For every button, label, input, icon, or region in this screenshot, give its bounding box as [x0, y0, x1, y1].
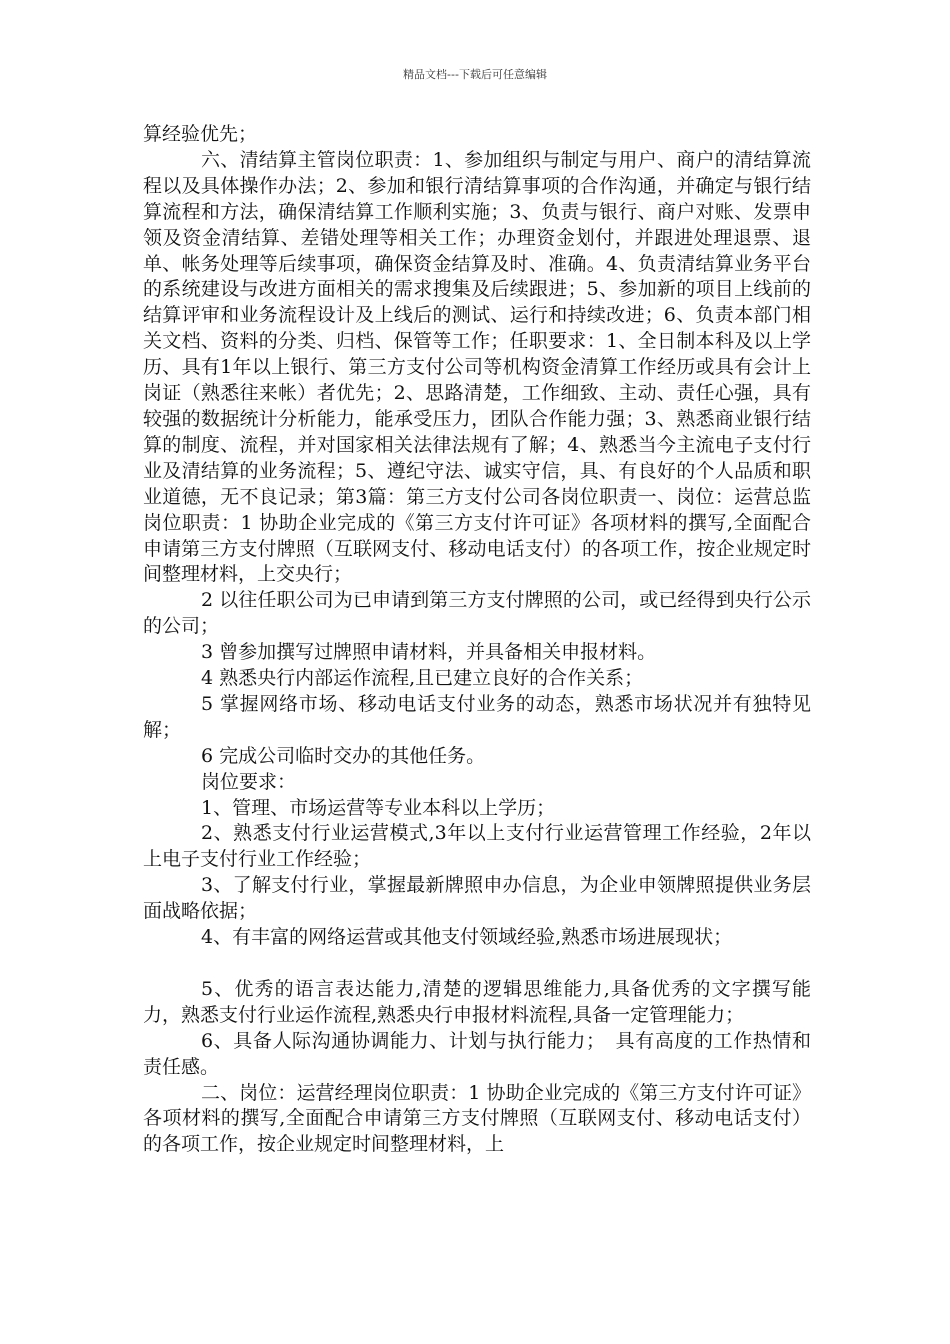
paragraph-8: 1、管理、市场运营等专业本科以上学历；	[201, 796, 556, 819]
paragraph-15: 二、岗位：运营经理岗位职责：1 协助企业完成的《第三方支付许可证》各项材料的撰写,全面配合申请第三方支付牌照（互联网支付、移动电话支付）的各项工作，按企业规定时间整理材料，上	[143, 1081, 811, 1156]
paragraph-7: 岗位要求：	[201, 770, 297, 793]
blank-line	[143, 951, 811, 977]
page-header: 精品文档---下载后可任意编辑	[403, 68, 547, 81]
paragraph-4: 4 熟悉央行内部运作流程,且已建立良好的合作关系；	[201, 667, 644, 690]
paragraph-11: 4、有丰富的网络运营或其他支付领域经验,熟悉市场进展现状；	[201, 926, 733, 949]
paragraph-10: 3、了解支付行业，掌握最新牌照申办信息，为企业申领牌照提供业务层面战略依据；	[143, 874, 811, 923]
paragraph-6: 6 完成公司临时交办的其他任务。	[201, 744, 486, 767]
paragraph-3: 3 曾参加撰写过牌照申请材料，并具备相关申报材料。	[201, 641, 657, 664]
paragraph-9: 2、熟悉支付行业运营模式,3年以上支付行业运营管理工作经验，2年以上电子支付行业工作经验；	[143, 822, 811, 871]
paragraph-0: 算经验优先；	[143, 123, 258, 145]
paragraph-13: 5、优秀的语言表达能力,清楚的逻辑思维能力,具备优秀的文字撰写能力，熟悉支付行业运作流程,熟悉央行申报材料流程,具备一定管理能力；	[143, 977, 811, 1026]
paragraph-2: 2 以往任职公司为已申请到第三方支付牌照的公司，或已经得到央行公示的公司；	[143, 589, 811, 638]
paragraph-14: 6、具备人际沟通协调能力、计划与执行能力； 具有高度的工作热情和责任感。	[143, 1029, 811, 1078]
document-body	[143, 122, 811, 1158]
paragraph-5: 5 掌握网络市场、移动电话支付业务的动态，熟悉市场状况并有独特见解；	[143, 692, 811, 741]
paragraph-1: 六、清结算主管岗位职责：1、参加组织与制定与用户、商户的清结算流程以及具体操作办法；2、参加和银行清结算事项的合作沟通，并确定与银行结算流程和方法，确保清结算工作顺利实施；3、负责与银行、商户对账、发票申领及资金清结算、差错处理等相关工作；办理资金划付，并跟进处理退票、退单、帐务处理等后续事项，确保资金结算及时、准确。4、负责清结算业务平台的系统建设与改进方面相关的需求搜集及后续跟进；5、参加新的项目上线前的结算评审和业务流程设计及上线后的测试、运行和持续改进；6、负责本部门相关文档、资料的分类、归档、保管等工作；任职要求：1、全日制本科及以上学历、具有1年以上银行、第三方支付公司等机构资金清算工作经历或具有会计上岗证（熟悉往来帐）者优先；2、思路清楚，工作细致、主动、责任心强，具有较强的数据统计分析能力，能承受压力，团队合作能力强；3、熟悉商业银行结算的制度、流程，并对国家相关法律法规有了解；4、熟悉当今主流电子支付行业及清结算的业务流程；5、遵纪守法、诚实守信，具、有良好的个人品质和职业道德，无不良记录；第3篇：第三方支付公司各岗位职责一、岗位：运营总监岗位职责：1 协助企业完成的《第三方支付许可证》各项材料的撰写,全面配合申请第三方支付牌照（互联网支付、移动电话支付）的各项工作，按企业规定时间整理材料，上交央行；	[143, 148, 811, 586]
